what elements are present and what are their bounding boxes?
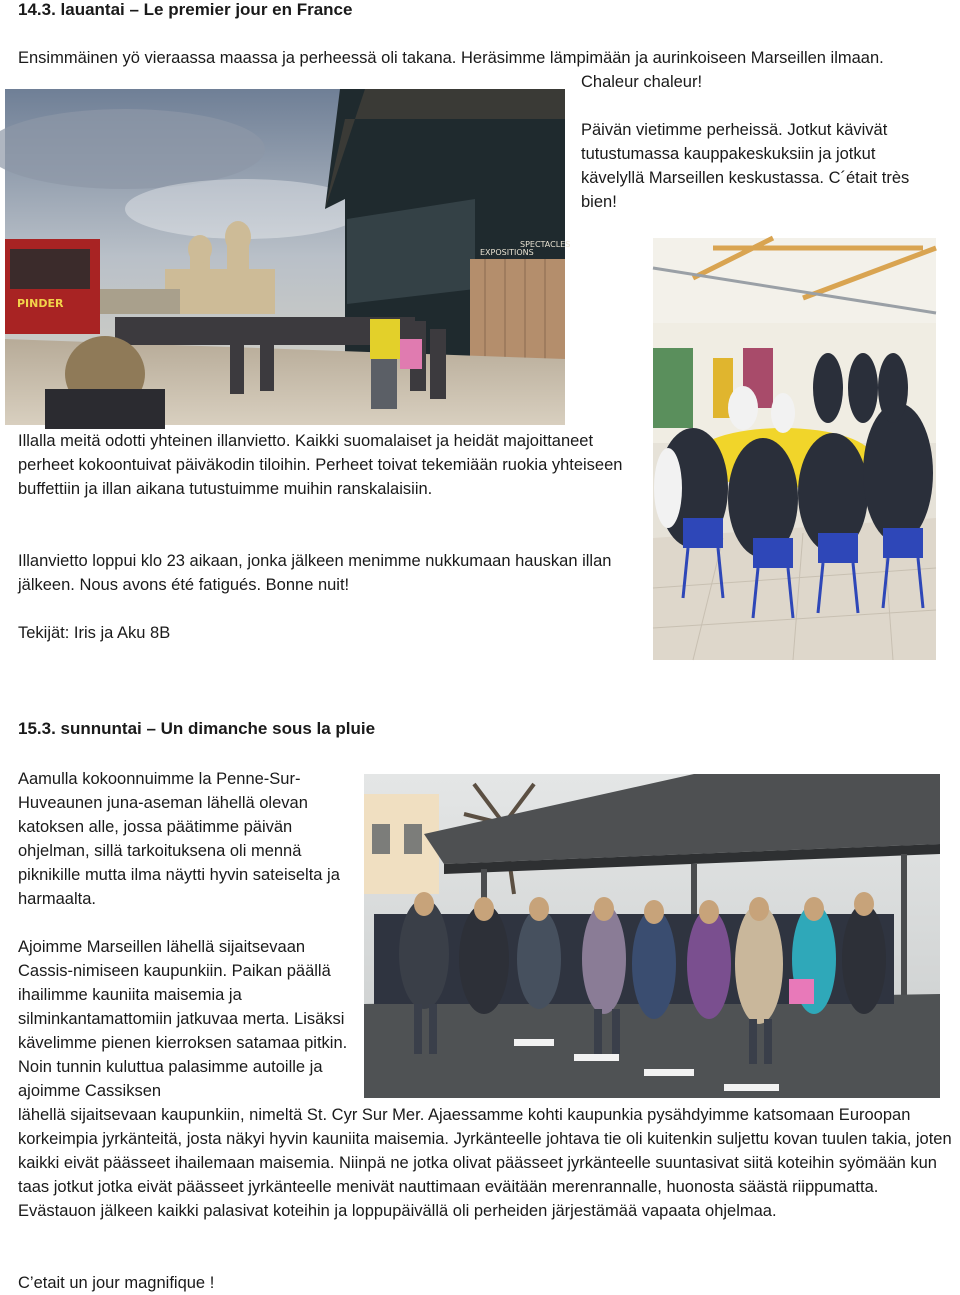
section2-closing: C’etait un jour magnifique !: [18, 1274, 215, 1292]
bus-text: PINDER: [17, 297, 64, 310]
section1-day-paragraph: Päivän vietimme perheissä. Jotkut kävivät tutustumassa kauppakeskuksiin ja jotkut kävelyllä Marseillen keskustassa. C´était très bien!: [581, 121, 910, 211]
station-shelter-photo: [364, 774, 940, 1098]
evening-party-photo: [653, 238, 936, 660]
section1-end-paragraph: Illanvietto loppui klo 23 aikaan, jonka jälkeen menimme nukkumaan hauskan illan jälkeen. Nous avons été fatigués. Bonne nuit!: [18, 552, 612, 594]
section1-intro-line1: Ensimmäinen yö vieraassa maassa ja perheessä oli takana. Heräsimme lämpimään ja aurinkoiseen Marseillen ilmaan.: [18, 49, 884, 67]
section2-para2-narrow: Ajoimme Marseillen lähellä sijaitsevaan Cassis-nimiseen kaupunkiin. Paikan päällä ihailimme kauniita maisemia ja silminkantamattomiin jatkuvaa merta. Lisäksi kävelimme pienen kierroksen satamaa pitkin. Noin tunnin kuluttua palasimme autoille ja ajoimme Cassiksen: [18, 938, 348, 1100]
section1-evening-paragraph: Illalla meitä odotti yhteinen illanvietto. Kaikki suomalaiset ja heidät majoittaneet perheet kokoontuivat päiväkodin tiloihin. Perheet toivat tekemiään ruokia yhteiseen buffettiin ja illan aikana tutustuimme muihin ranskalaisiin.: [18, 432, 623, 498]
section2-para2-wide: lähellä sijaitsevaan kaupunkiin, nimeltä St. Cyr Sur Mer. Ajaessamme kohti kaupunkia pysähdyimme katsomaan Euroopan korkeimpia jyrkänteitä, josta näkyi hyvin kauniita maisemia. Jyrkänteelle johtava tie oli kuitenkin suljettu kovan tuulen takia, joten kaikki eivät päässeet ihailemaan maisemia. Niinpä ne jotka olivat päässeet jyrkänteelle suuntasivat siitä koteihin syömään kun taas jotkut jotka eivät päässeet jyrkänteelle menivät nauttimaan eväitään merenrannalle, huonosta säästä riippumatta. Evästauon jälkeen kaikki palasivat koteihin ja loppupäivällä oli perheiden järjestämää vapaata ohjelmaa.: [18, 1106, 952, 1220]
section1-authors: Tekijät: Iris ja Aku 8B: [18, 624, 171, 642]
section1-title: 14.3. lauantai – Le premier jour en France: [18, 0, 353, 19]
section2-title: 15.3. sunnuntai – Un dimanche sous la pluie: [18, 719, 376, 738]
section2-para1: Aamulla kokoonnuimme la Penne-Sur-Huveaunen juna-aseman lähellä olevan katoksen alle, jossa päätimme päivän ohjelman, sillä tarkoituksena oli mennä piknikille mutta ilma näytti hyvin sateiselta ja harmaalta.: [18, 770, 340, 908]
exhibition-sign-text: EXPOSITIONS: [480, 248, 534, 257]
section1-intro-line2: Chaleur chaleur!: [581, 73, 703, 91]
marseille-street-photo: [5, 89, 571, 425]
spectacles-sign-text: SPECTACLES: [520, 240, 571, 249]
